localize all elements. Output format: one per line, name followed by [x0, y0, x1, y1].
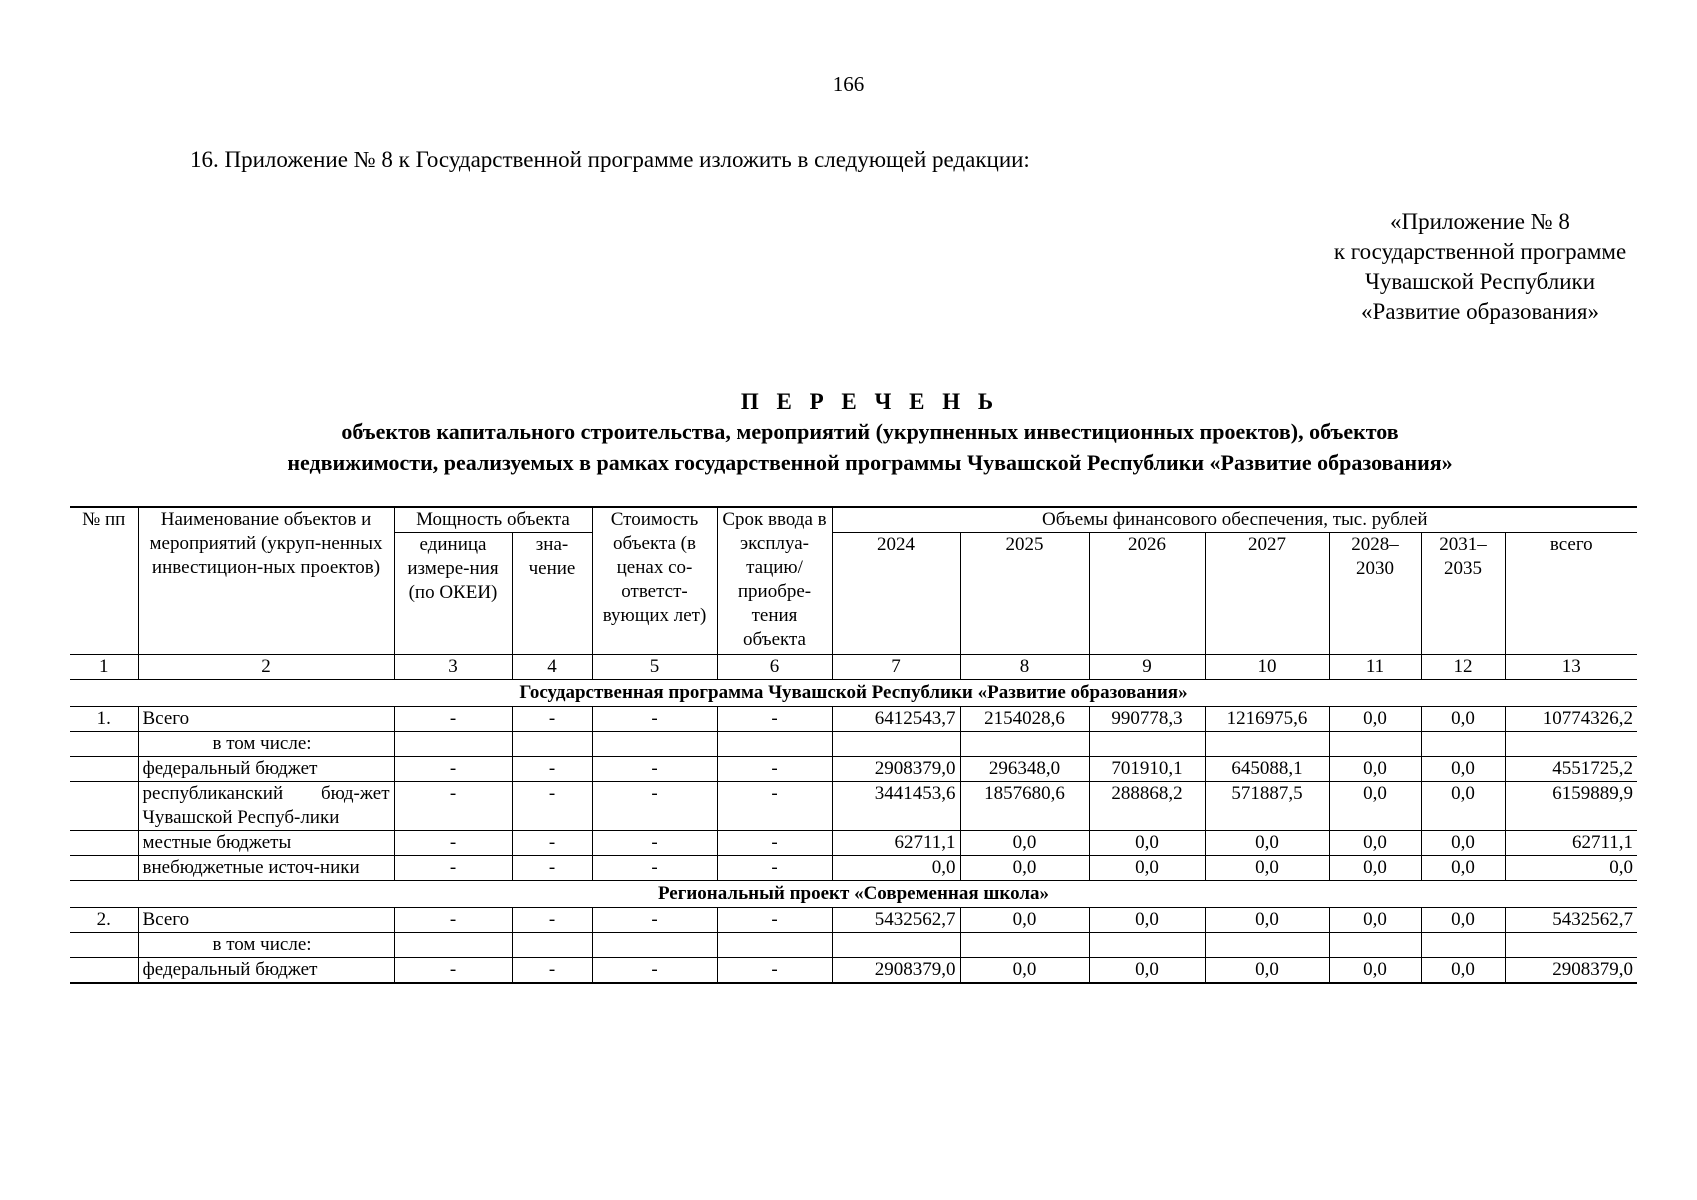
row-amount-2025: 2154028,6 — [960, 707, 1089, 732]
row-amount-2025: 0,0 — [960, 908, 1089, 933]
row-amount-2025: 1857680,6 — [960, 782, 1089, 831]
appendix-line: «Развитие образования» — [1361, 299, 1599, 324]
column-number: 3 — [394, 655, 512, 680]
header-no: № пп — [70, 507, 138, 655]
table-row — [70, 933, 1637, 958]
row-amount-2028-2030: 0,0 — [1329, 757, 1421, 782]
document-heading — [120, 388, 1620, 478]
row-unit: - — [394, 757, 512, 782]
row-value — [512, 732, 592, 757]
row-amount-2031-2035: 0,0 — [1421, 757, 1505, 782]
row-number — [70, 958, 138, 984]
row-amount-2026: 990778,3 — [1089, 707, 1205, 732]
header-year: 2028–2030 — [1329, 533, 1421, 655]
row-amount-total: 4551725,2 — [1505, 757, 1637, 782]
table-row — [70, 958, 1637, 984]
row-unit — [394, 933, 512, 958]
row-amount-2024: 2908379,0 — [832, 757, 960, 782]
column-number: 5 — [592, 655, 717, 680]
document-title: П Е Р Е Ч Е Н Ь — [740, 389, 1000, 414]
row-amount-2028-2030: 0,0 — [1329, 908, 1421, 933]
row-name: Всего — [138, 908, 394, 933]
row-amount-total: 5432562,7 — [1505, 908, 1637, 933]
table-row — [70, 782, 1637, 831]
row-unit: - — [394, 707, 512, 732]
row-amount-2026 — [1089, 732, 1205, 757]
column-number: 10 — [1205, 655, 1329, 680]
row-cost: - — [592, 757, 717, 782]
document-subtitle-line: объектов капитального строительства, мероприятий (укрупненных инвестиционных проектов), объектов — [341, 419, 1399, 444]
row-cost — [592, 732, 717, 757]
header-value: зна-чение — [512, 533, 592, 655]
row-cost: - — [592, 831, 717, 856]
table-row — [70, 732, 1637, 757]
intro-paragraph: 16. Приложение № 8 к Государственной программе изложить в следующей редакции: — [190, 147, 1030, 172]
column-number-row — [70, 655, 1637, 680]
row-amount-2027 — [1205, 732, 1329, 757]
row-amount-total: 10774326,2 — [1505, 707, 1637, 732]
row-number — [70, 732, 138, 757]
row-unit: - — [394, 856, 512, 881]
row-value: - — [512, 908, 592, 933]
row-number — [70, 933, 138, 958]
column-number: 13 — [1505, 655, 1637, 680]
table-row — [70, 856, 1637, 881]
row-amount-2026: 0,0 — [1089, 958, 1205, 984]
row-amount-total: 2908379,0 — [1505, 958, 1637, 984]
row-amount-2028-2030: 0,0 — [1329, 782, 1421, 831]
table-row — [70, 757, 1637, 782]
row-amount-2024 — [832, 933, 960, 958]
row-amount-2026: 0,0 — [1089, 908, 1205, 933]
row-cost: - — [592, 958, 717, 984]
row-number: 2. — [70, 908, 138, 933]
row-amount-2027: 0,0 — [1205, 856, 1329, 881]
row-cost: - — [592, 908, 717, 933]
row-amount-2025: 296348,0 — [960, 757, 1089, 782]
table-row — [70, 707, 1637, 732]
row-unit: - — [394, 831, 512, 856]
funding-table — [70, 506, 1637, 984]
row-name: в том числе: — [138, 933, 394, 958]
header-term: Срок ввода в эксплуа-тацию/ приобре-тения объекта — [717, 507, 832, 655]
row-amount-total — [1505, 933, 1637, 958]
table-row — [70, 831, 1637, 856]
row-cost: - — [592, 856, 717, 881]
row-number — [70, 856, 138, 881]
header-year: 2024 — [832, 533, 960, 655]
row-term — [717, 732, 832, 757]
row-amount-2031-2035: 0,0 — [1421, 856, 1505, 881]
row-number — [70, 831, 138, 856]
row-amount-2025 — [960, 732, 1089, 757]
row-number: 1. — [70, 707, 138, 732]
row-number — [70, 782, 138, 831]
row-unit: - — [394, 958, 512, 984]
header-row — [70, 507, 1637, 533]
appendix-line: «Приложение № 8 — [1390, 209, 1570, 234]
row-amount-2031-2035: 0,0 — [1421, 782, 1505, 831]
funding-table-body — [70, 507, 1637, 983]
column-number: 12 — [1421, 655, 1505, 680]
row-name: республиканский бюд-жет Чувашской Респуб-лики — [138, 782, 394, 831]
header-cost: Стоимость объекта (в ценах со-ответст-вующих лет) — [592, 507, 717, 655]
appendix-reference — [1285, 207, 1675, 327]
row-amount-2027: 0,0 — [1205, 958, 1329, 984]
column-number: 9 — [1089, 655, 1205, 680]
row-amount-2026: 701910,1 — [1089, 757, 1205, 782]
header-name: Наименование объектов и мероприятий (укруп-ненных инвестицион-ных проектов) — [138, 507, 394, 655]
row-cost: - — [592, 782, 717, 831]
row-term: - — [717, 856, 832, 881]
column-number: 4 — [512, 655, 592, 680]
row-value: - — [512, 831, 592, 856]
row-unit: - — [394, 908, 512, 933]
row-amount-2028-2030: 0,0 — [1329, 707, 1421, 732]
row-amount-2028-2030: 0,0 — [1329, 856, 1421, 881]
header-unit: единица измере-ния (по ОКЕИ) — [394, 533, 512, 655]
column-number: 2 — [138, 655, 394, 680]
row-amount-total: 6159889,9 — [1505, 782, 1637, 831]
row-amount-2031-2035 — [1421, 933, 1505, 958]
header-capacity: Мощность объекта — [394, 507, 592, 533]
row-amount-2028-2030: 0,0 — [1329, 958, 1421, 984]
row-amount-2031-2035 — [1421, 732, 1505, 757]
row-amount-2028-2030 — [1329, 732, 1421, 757]
row-amount-total: 0,0 — [1505, 856, 1637, 881]
row-term: - — [717, 831, 832, 856]
header-year: 2025 — [960, 533, 1089, 655]
appendix-line: Чувашской Республики — [1364, 269, 1596, 294]
row-cost — [592, 933, 717, 958]
table-row — [70, 908, 1637, 933]
row-amount-2028-2030: 0,0 — [1329, 831, 1421, 856]
row-amount-2031-2035: 0,0 — [1421, 831, 1505, 856]
row-amount-2025: 0,0 — [960, 856, 1089, 881]
row-value: - — [512, 856, 592, 881]
row-amount-2027: 0,0 — [1205, 831, 1329, 856]
column-number: 8 — [960, 655, 1089, 680]
row-amount-2028-2030 — [1329, 933, 1421, 958]
row-value: - — [512, 757, 592, 782]
row-value — [512, 933, 592, 958]
page-number: 166 — [832, 72, 865, 96]
row-term: - — [717, 707, 832, 732]
row-value: - — [512, 782, 592, 831]
row-term — [717, 933, 832, 958]
row-amount-2026 — [1089, 933, 1205, 958]
section-title: Региональный проект «Современная школа» — [70, 881, 1637, 908]
row-unit — [394, 732, 512, 757]
row-amount-2024: 3441453,6 — [832, 782, 960, 831]
appendix-line: к государственной программе — [1333, 239, 1627, 264]
header-funding: Объемы финансового обеспечения, тыс. рублей — [832, 507, 1637, 533]
row-amount-2026: 0,0 — [1089, 831, 1205, 856]
document-subtitle-line: недвижимости, реализуемых в рамках государственной программы Чувашской Республики «Развитие образования» — [287, 450, 1453, 475]
section-title: Государственная программа Чувашской Республики «Развитие образования» — [70, 680, 1637, 707]
row-amount-2024: 2908379,0 — [832, 958, 960, 984]
header-year: 2031–2035 — [1421, 533, 1505, 655]
row-amount-2026: 288868,2 — [1089, 782, 1205, 831]
row-name: внебюджетные источ-ники — [138, 856, 394, 881]
row-amount-2025: 0,0 — [960, 958, 1089, 984]
row-amount-2031-2035: 0,0 — [1421, 908, 1505, 933]
column-number: 7 — [832, 655, 960, 680]
section-row — [70, 680, 1637, 707]
row-term: - — [717, 757, 832, 782]
row-cost: - — [592, 707, 717, 732]
row-amount-2027: 1216975,6 — [1205, 707, 1329, 732]
row-term: - — [717, 958, 832, 984]
row-amount-2026: 0,0 — [1089, 856, 1205, 881]
row-value: - — [512, 707, 592, 732]
row-amount-total: 62711,1 — [1505, 831, 1637, 856]
header-year: 2026 — [1089, 533, 1205, 655]
row-amount-2027 — [1205, 933, 1329, 958]
row-amount-2024: 62711,1 — [832, 831, 960, 856]
row-amount-2027: 571887,5 — [1205, 782, 1329, 831]
row-term: - — [717, 908, 832, 933]
header-total: всего — [1505, 533, 1637, 655]
row-amount-2024: 6412543,7 — [832, 707, 960, 732]
row-name: федеральный бюджет — [138, 958, 394, 984]
row-number — [70, 757, 138, 782]
row-amount-2025 — [960, 933, 1089, 958]
row-value: - — [512, 958, 592, 984]
column-number: 6 — [717, 655, 832, 680]
column-number: 11 — [1329, 655, 1421, 680]
row-name: местные бюджеты — [138, 831, 394, 856]
row-amount-2024 — [832, 732, 960, 757]
row-name: Всего — [138, 707, 394, 732]
row-amount-2027: 0,0 — [1205, 908, 1329, 933]
column-number: 1 — [70, 655, 138, 680]
row-amount-2024: 0,0 — [832, 856, 960, 881]
section-row — [70, 881, 1637, 908]
row-term: - — [717, 782, 832, 831]
row-amount-2027: 645088,1 — [1205, 757, 1329, 782]
row-amount-2031-2035: 0,0 — [1421, 707, 1505, 732]
row-name: федеральный бюджет — [138, 757, 394, 782]
row-amount-2024: 5432562,7 — [832, 908, 960, 933]
header-year: 2027 — [1205, 533, 1329, 655]
row-amount-total — [1505, 732, 1637, 757]
row-amount-2031-2035: 0,0 — [1421, 958, 1505, 984]
row-unit: - — [394, 782, 512, 831]
row-amount-2025: 0,0 — [960, 831, 1089, 856]
row-name: в том числе: — [138, 732, 394, 757]
